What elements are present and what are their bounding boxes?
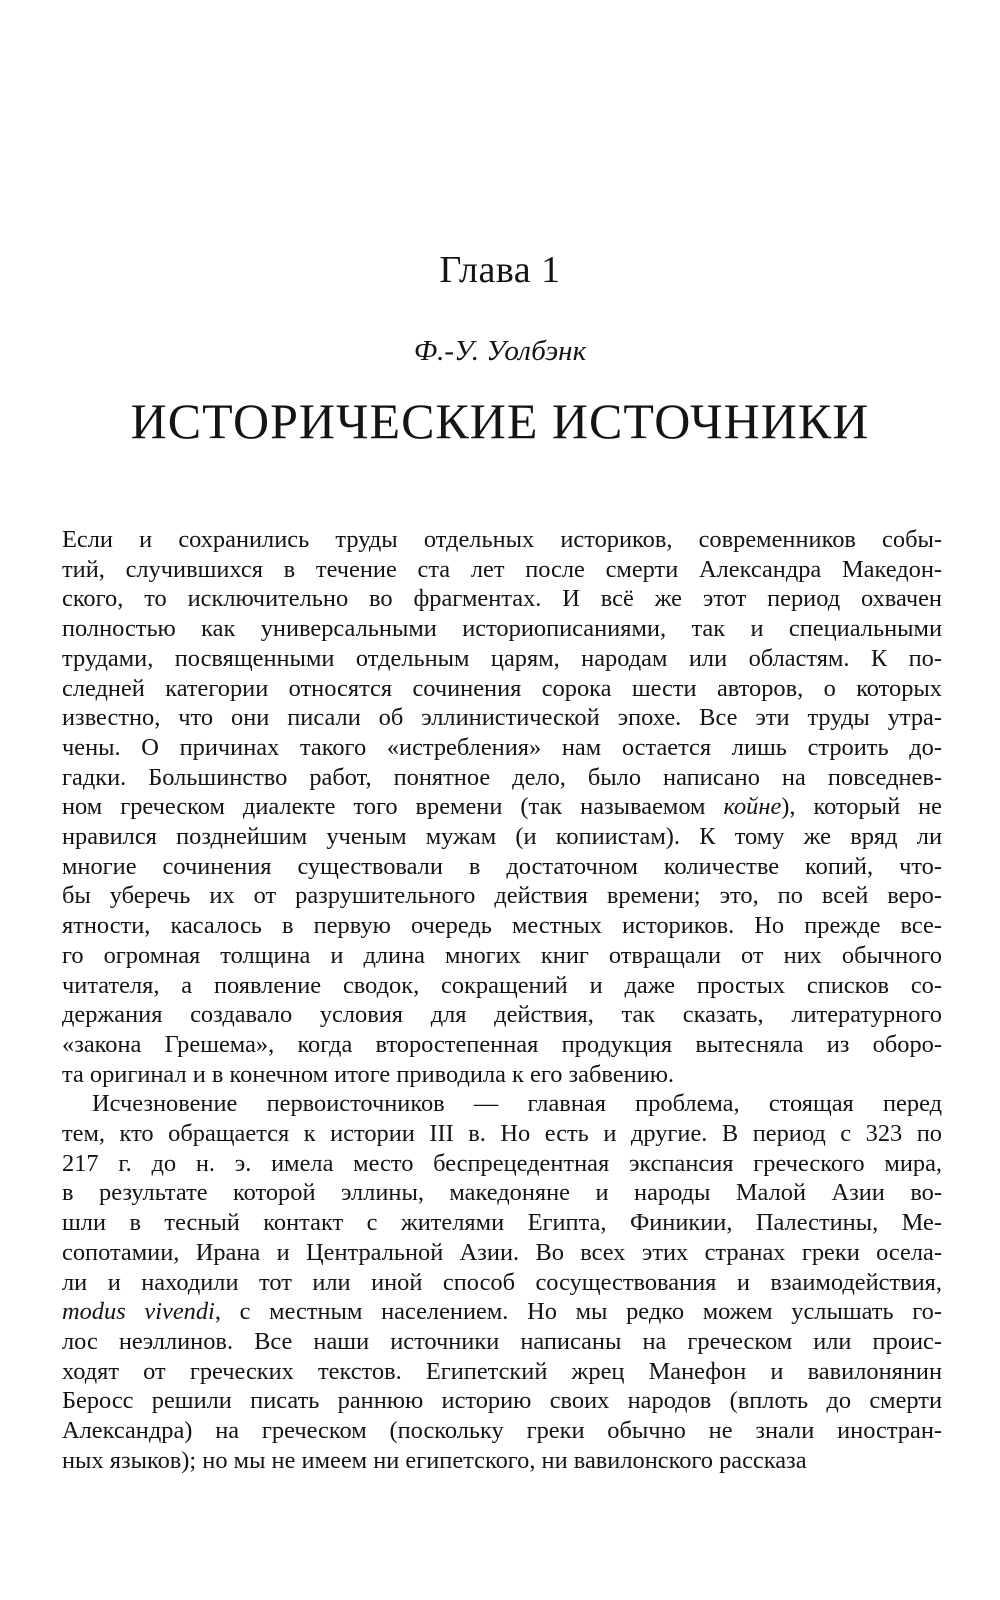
text-line: та оригинал и в конечном итоге приводила к его забвению. [62,1060,675,1088]
text-line: гадки. Большинство работ, понятное дело, было написано на повседнев- [62,763,942,791]
text-line: ходят от греческих текстов. Египетский жрец Манефон и вавилонянин [62,1357,942,1385]
text-line: 217 г. до н. э. имела место беспрецедентная экспансия греческого мира, [62,1149,942,1177]
text-line: Если и сохранились труды отдельных историков, современников собы- [62,526,942,553]
text-line: лос неэллинов. Все наши источники написаны на греческом или проис- [62,1327,942,1355]
text-line: ном греческом диалекте того времени (так называемом койне), который не [62,793,943,821]
text-line: полностью как универсальными историописаниями, так и специальными [62,615,942,643]
text-line: бы уберечь их от разрушительного действия времени; это, по всей веро- [62,882,942,910]
chapter-author: Ф.-У. Уолбэнк [413,335,587,367]
text-line: нравился позднейшим ученым мужам (и копиистам). К тому же вряд ли [62,823,942,851]
chapter-label: Глава 1 [439,249,561,291]
text-line: держания создавало условия для действия, так сказать, литературного [62,1001,942,1029]
text-line: сопотамии, Ирана и Центральной Азии. Во всех этих странах греки осела- [62,1238,942,1266]
text-line: ятности, касалось в первую очередь местных историков. Но прежде все- [62,912,942,940]
chapter-title: ИСТОРИЧЕСКИЕ ИСТОЧНИКИ [130,393,870,449]
text-line: modus vivendi, с местным населением. Но мы редко можем услышать го- [62,1298,943,1326]
text-line: ных языков); но мы не имеем ни египетского, ни вавилонского рассказа [62,1446,807,1474]
text-line: Александра) на греческом (поскольку греки обычно не знали иностран- [62,1417,942,1445]
text-line: го огромная толщина и длина многих книг отвращали от них обычного [62,941,942,969]
body-text [62,525,942,1476]
text-line: трудами, посвященными отдельным царям, народам или областям. К по- [62,644,942,672]
text-line: известно, что они писали об эллинистической эпохе. Все эти труды утра- [62,704,942,732]
text-line: ского, то исключительно во фрагментах. И всё же этот период охвачен [62,585,942,613]
text-line: в результате которой эллины, македоняне и народы Малой Азии во- [62,1179,942,1207]
text-line: «закона Грешема», когда второстепенная продукция вытесняла из оборо- [62,1030,942,1058]
text-line: многие сочинения существовали в достаточном количестве копий, что- [62,852,942,880]
italic-term: modus vivendi [62,1298,215,1326]
text-line: читателя, а появление сводок, сокращений и даже простых списков со- [62,971,942,999]
text-line: следней категории относятся сочинения сорока шести авторов, о которых [62,674,942,702]
text-line: ли и находили тот или иной способ сосуществования и взаимодействия, [62,1268,942,1296]
italic-term: койне [723,793,782,821]
paragraph [62,525,942,1089]
text-line: Исчезновение первоисточников — главная проблема, стоящая перед [92,1090,942,1118]
text-line: шли в тесный контакт с жителями Египта, Финикии, Палестины, Ме- [62,1209,942,1237]
text-line: чены. О причинах такого «истребления» нам остается лишь строить до- [62,733,942,761]
text-line: Беросс решили писать раннюю историю своих народов (вплоть до смерти [62,1387,942,1415]
text-line: тий, случившихся в течение ста лет после смерти Александра Македон- [62,555,942,583]
text-line: тем, кто обращается к истории III в. Но есть и другие. В период с 323 по [62,1120,942,1148]
paragraph [62,1089,942,1475]
